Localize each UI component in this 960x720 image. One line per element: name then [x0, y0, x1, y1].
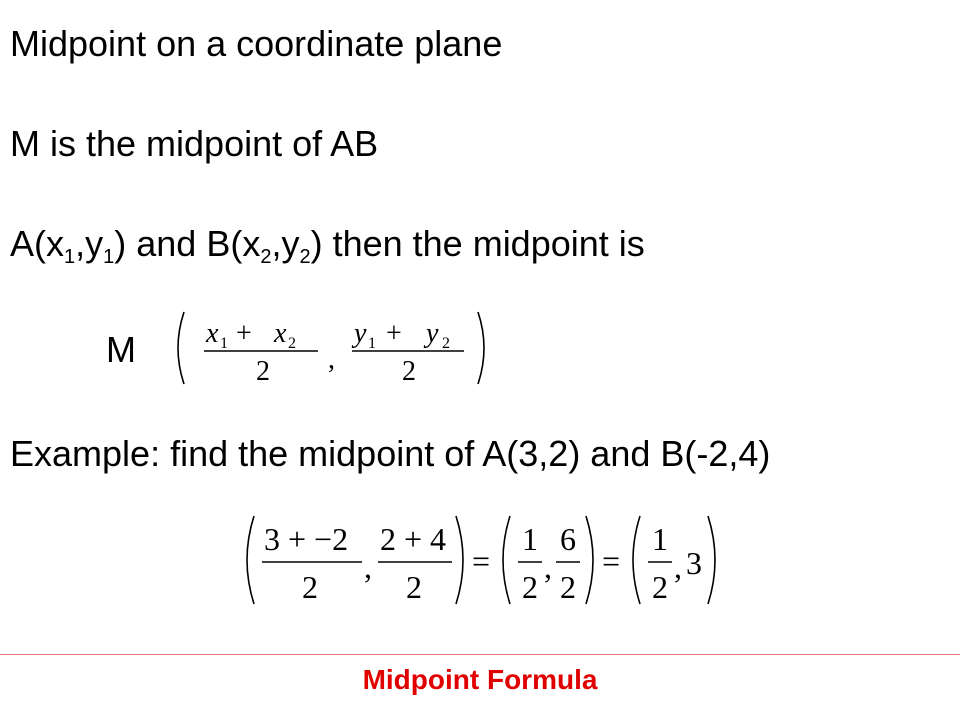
step2-right-paren — [586, 516, 593, 604]
step1-x-denominator: 2 — [302, 569, 318, 605]
step2-left-paren — [503, 516, 510, 604]
given-sub-y1: 1 — [103, 246, 115, 268]
footer-divider — [0, 654, 960, 655]
given-text-a-mid: ,y — [75, 223, 104, 264]
given-text-b-mid: ,y — [271, 223, 300, 264]
step3-right-paren — [708, 516, 715, 604]
formula-plus-y: + — [386, 318, 402, 349]
equals-sign-2: = — [602, 543, 621, 579]
formula-y-denominator: 2 — [402, 356, 416, 387]
formula-y1: y — [354, 318, 367, 349]
formula-y2: y — [426, 318, 439, 349]
step1-y-denominator: 2 — [406, 569, 422, 605]
step1-left-paren — [247, 516, 254, 604]
midpoint-statement: M is the midpoint of AB — [10, 123, 379, 164]
step3-left-paren — [633, 516, 640, 604]
step1-y-numerator: 2 + 4 — [380, 521, 447, 557]
step3-x-numerator: 1 — [652, 521, 668, 557]
step2-y-denominator: 2 — [560, 569, 576, 605]
midpoint-label: M — [106, 329, 136, 370]
step1-right-paren — [456, 516, 463, 604]
formula-x2-sub: 2 — [288, 335, 296, 352]
step3-x-denominator: 2 — [652, 569, 668, 605]
formula-right-paren — [478, 312, 484, 384]
step2-x-numerator: 1 — [522, 521, 538, 557]
formula-x-denominator: 2 — [256, 356, 270, 387]
formula-x2: x — [274, 318, 287, 349]
footer-title: Midpoint Formula — [362, 664, 598, 695]
formula-plus-x: + — [236, 318, 252, 349]
step2-x-denominator: 2 — [522, 569, 538, 605]
formula-left-paren — [178, 312, 184, 384]
step3-y-value: 3 — [686, 545, 702, 581]
example-line: Example: find the midpoint of A(3,2) and B(-2,4) — [10, 433, 771, 474]
step3-comma: , — [674, 549, 682, 585]
example-solution — [238, 512, 728, 612]
formula-x1: x — [206, 318, 219, 349]
slide-title: Midpoint on a coordinate plane — [10, 23, 503, 64]
given-text-b: ) and B(x — [114, 223, 261, 264]
given-points-line — [10, 222, 645, 266]
given-text-a: A(x — [10, 223, 64, 264]
step2-comma: , — [544, 549, 552, 585]
step2-y-numerator: 6 — [560, 521, 576, 557]
formula-comma: , — [328, 344, 335, 375]
step1-comma: , — [364, 549, 372, 585]
given-sub-x1: 1 — [64, 246, 76, 268]
given-text-end: ) then the midpoint is — [310, 223, 645, 264]
midpoint-formula — [170, 308, 500, 388]
step1-x-numerator: 3 + −2 — [264, 521, 349, 557]
formula-x1-sub: 1 — [220, 335, 228, 352]
equals-sign-1: = — [472, 543, 491, 579]
given-sub-x2: 2 — [260, 246, 272, 268]
given-sub-y2: 2 — [299, 246, 311, 268]
formula-y2-sub: 2 — [442, 335, 450, 352]
formula-y1-sub: 1 — [368, 335, 376, 352]
